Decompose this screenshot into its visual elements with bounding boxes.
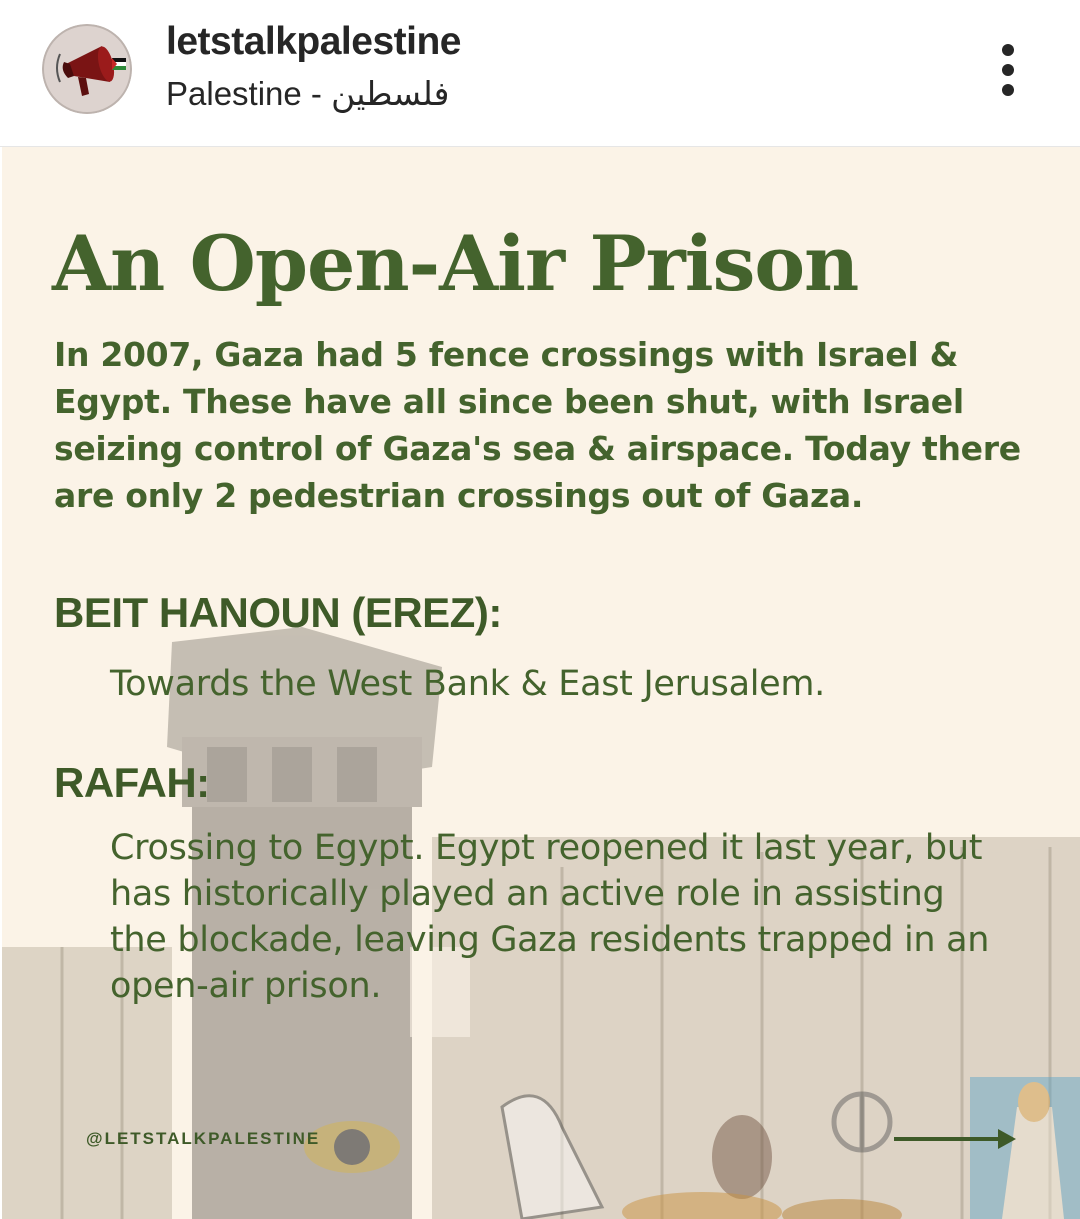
section-body-beit-hanoun: Towards the West Bank & East Jerusalem. <box>110 664 825 704</box>
section-body-rafah: Crossing to Egypt. Egypt reopened it last year, but has historically played an active role in assisting the blockade, leaving Gaza residents trapped in an open-air prison. <box>110 828 990 1006</box>
post-header <box>0 0 1080 147</box>
slide-intro-text: In 2007, Gaza had 5 fence crossings with Israel & Egypt. These have all since been shut, with Israel seizing control of Gaza's sea & airspace. Today there are only 2 pedestrian crossings out of Gaza. <box>54 335 1021 515</box>
account-handle: @LETSTALKPALESTINE <box>86 1129 321 1148</box>
avatar[interactable] <box>42 24 132 114</box>
more-options-icon[interactable] <box>988 38 1030 102</box>
menu-dot <box>1002 64 1014 76</box>
location[interactable]: Palestine - فلسطين <box>166 75 450 112</box>
menu-dot <box>1002 44 1014 56</box>
section-heading-rafah: RAFAH: <box>54 759 210 806</box>
section-heading-beit-hanoun: BEIT HANOUN (EREZ): <box>54 589 502 636</box>
megaphone-logo-icon <box>42 24 132 114</box>
arrow-right-icon <box>892 1127 1022 1151</box>
post-image[interactable] <box>2 147 1080 1219</box>
menu-dot <box>1002 84 1014 96</box>
username[interactable]: letstalkpalestine <box>166 20 461 63</box>
slide-title: An Open-Air Prison <box>52 219 859 308</box>
